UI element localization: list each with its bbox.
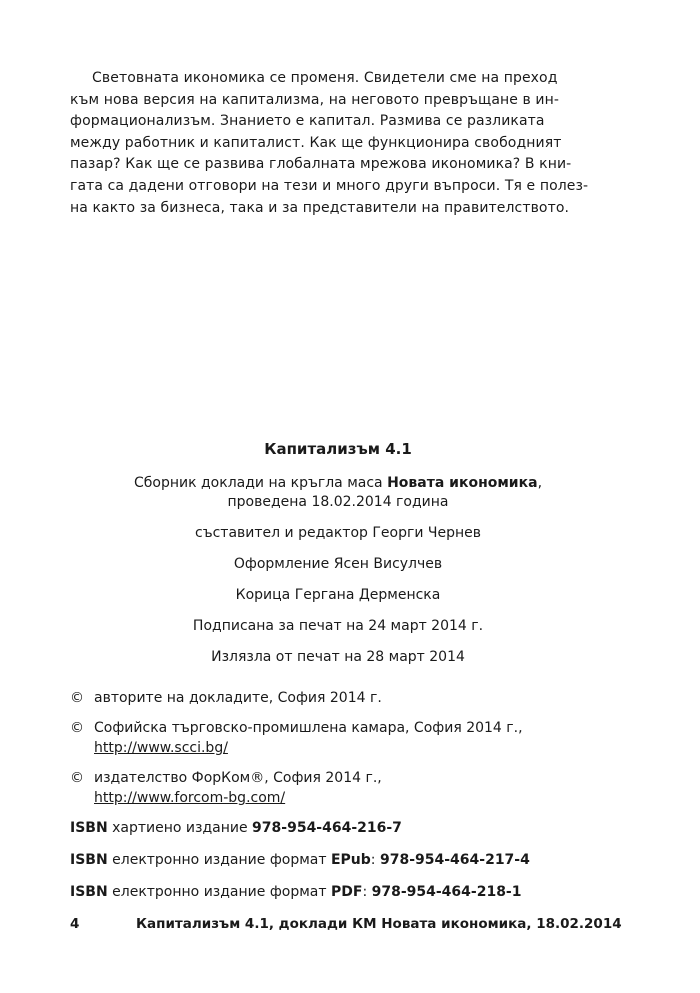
released-line: Излязла от печат на 28 март 2014 — [211, 649, 465, 665]
abstract-paragraph — [70, 68, 590, 219]
copyright-publisher: © издателство ФорКом®, София 2014 г., http://www.forcom-bg.com/ — [70, 770, 382, 806]
abstract-line: гата са дадени отговори на тези и много други въпроси. Тя е полез- — [70, 177, 589, 194]
isbn-number: 978-954-464-216-7 — [252, 820, 402, 836]
copyright-block — [70, 688, 610, 914]
copyright-symbol: © — [70, 690, 84, 706]
abstract-line: между работник и капиталист. Как ще функционира свободният — [70, 134, 562, 151]
copyright-symbol: © — [70, 720, 84, 736]
cover-line: Корица Гергана Дерменска — [235, 587, 441, 603]
isbn-print: ISBN хартиено издание 978-954-464-216-7 — [70, 820, 402, 836]
abstract-line: на както за бизнеса, така и за представители на правителството. — [70, 199, 570, 216]
copyright-chamber: © Софийска търговско-промишлена камара, София 2014 г., http://www.scci.bg/ — [70, 720, 523, 756]
design-line: Оформление Ясен Висулчев — [233, 556, 443, 572]
abstract-line: пазар? Как ще се развива глобалната мрежова икономика? В кни- — [70, 156, 572, 173]
round-table-name: Новата икономика — [387, 475, 538, 491]
isbn-pdf: ISBN електронно издание формат PDF: 978-954-464-218-1 — [70, 884, 522, 900]
signed-for-print-line: Подписана за печат на 24 март 2014 г. — [192, 618, 484, 634]
abstract-line: формационализъм. Знанието е капитал. Размива се разликата — [70, 113, 545, 130]
book-title: Капитализъм 4.1 — [264, 440, 412, 458]
isbn-number: 978-954-464-218-1 — [371, 884, 522, 900]
running-title: Капитализъм 4.1, доклади КМ Новата икономика, 18.02.2014 — [136, 916, 622, 932]
abstract-line: към нова версия на капитализма, на неговото превръщане в ин- — [70, 91, 560, 108]
abstract-line: Световната икономика се променя. Свидетели сме на преход — [92, 70, 558, 86]
held-on-date: проведена 18.02.2014 година — [227, 494, 449, 510]
isbn-epub: ISBN електронно издание формат EPub: 978-954-464-217-4 — [70, 852, 530, 868]
publisher-link[interactable]: http://www.forcom-bg.com/ — [94, 790, 286, 806]
collection-line: Сборник доклади на кръгла маса Новата икономика, проведена 18.02.2014 година — [133, 475, 543, 510]
copyright-authors: © авторите на докладите, София 2014 г. — [70, 690, 382, 706]
imprint-block — [70, 440, 606, 679]
isbn-number: 978-954-464-217-4 — [379, 852, 530, 868]
editor-line: съставител и редактор Георги Чернев — [195, 525, 481, 541]
chamber-link[interactable]: http://www.scci.bg/ — [94, 740, 228, 756]
copyright-symbol: © — [70, 770, 84, 786]
page-number: 4 — [70, 916, 80, 932]
